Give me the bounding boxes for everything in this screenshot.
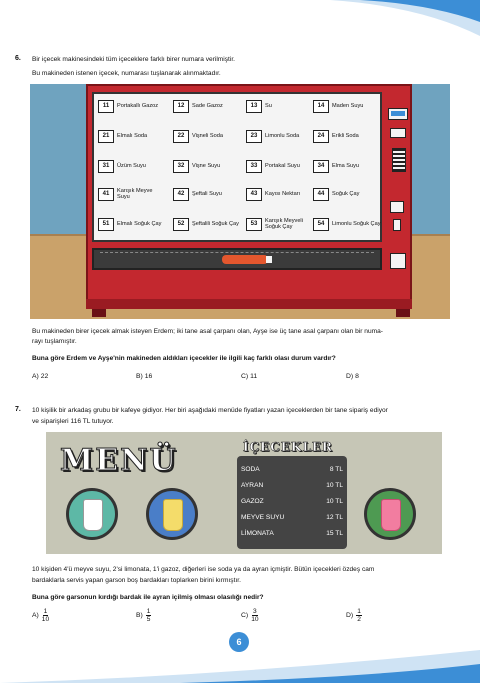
question-6-intro-line1: Bir içecek makinesindeki tüm içeceklere farklı birer numara verilmiştir. <box>32 56 236 63</box>
product-code[interactable]: 41 <box>98 188 114 201</box>
fraction <box>356 608 362 623</box>
question-6-desc-line2: rayı tuşlamıştır. <box>32 338 77 345</box>
drink-name: LİMONATA <box>241 530 274 537</box>
question-6-prompt: Buna göre Erdem ve Ayşe'nin makineden aldıkları içecekler ile ilgili kaç farklı olası durum vardır? <box>32 355 336 362</box>
numerator: 1 <box>146 608 151 615</box>
product-13 <box>246 97 314 115</box>
product-code[interactable]: 13 <box>246 100 262 113</box>
question-7-desc-line1: 10 kişiden 4'ü meyve suyu, 2'si limonata, 1'i gazoz, diğerleri ise soda ya da ayran içmiştir. Bütün içecekleri özdeş cam <box>32 566 375 573</box>
denominator: 10 <box>251 616 259 623</box>
product-name: Karışık Meyve Suyu <box>117 187 153 200</box>
drink-row <box>241 498 343 505</box>
option-letter: A) <box>32 612 39 619</box>
machine-leg-right <box>396 309 410 317</box>
drink-row <box>241 482 343 489</box>
drink-name: SODA <box>241 466 260 473</box>
product-12 <box>173 97 241 115</box>
question-7-intro-line1: 10 kişilik bir arkadaş grubu bir kafeye gidiyor. Her biri aşağıdaki menüde fiyatları yazan içeceklerden bir tane sipariş ediyor <box>32 407 388 414</box>
menu-title: MENÜ <box>60 443 178 478</box>
keypad <box>392 148 406 172</box>
product-23 <box>246 127 314 145</box>
product-name: Elmalı Soda <box>117 132 148 139</box>
page-number: 6 <box>229 632 249 652</box>
q7-option-c[interactable] <box>241 608 259 623</box>
product-code[interactable]: 32 <box>173 160 189 173</box>
corner-decoration-top <box>330 0 480 40</box>
drink-price: 10 TL <box>326 482 343 489</box>
product-name: Su <box>265 102 272 109</box>
product-code[interactable]: 24 <box>313 130 329 143</box>
question-7-prompt: Buna göre garsonun kırdığı bardak ile ayran içilmiş olması olasılığı nedir? <box>32 594 264 601</box>
drink-price: 8 TL <box>329 466 343 473</box>
q7-option-d[interactable] <box>346 608 362 623</box>
product-name: Limonlu Soğuk Çay <box>332 220 381 227</box>
product-code[interactable]: 34 <box>313 160 329 173</box>
denominator: 2 <box>357 616 361 623</box>
question-7-desc-line2: bardaklarla servis yapan garson boş bardakları toplarken birini kırmıştır. <box>32 577 241 584</box>
display-screen <box>388 108 408 120</box>
product-41 <box>98 185 166 203</box>
numerator: 1 <box>357 608 361 615</box>
change-tray <box>390 253 406 269</box>
product-name: Şeftali Suyu <box>192 190 222 197</box>
product-name: Elmalı Soğuk Çay <box>117 220 162 227</box>
option-letter: B) <box>136 612 143 619</box>
product-name: Maden Suyu <box>332 102 364 109</box>
denominator: 10 <box>41 616 50 623</box>
product-grid <box>98 97 381 239</box>
denominator: 5 <box>146 616 151 623</box>
q6-option-d[interactable]: D) 8 <box>346 373 359 380</box>
drinks-title: İÇECEKLER <box>243 440 333 454</box>
question-6-number: 6. <box>15 55 21 62</box>
question-6-desc-line1: Bu makineden birer içecek almak isteyen Erdem; iki tane asal çarpanı olan, Ayşe ise üç tane asal çarpanı olan bir numa- <box>32 328 383 335</box>
drink-price: 10 TL <box>326 498 343 505</box>
drink-name: MEYVE SUYU <box>241 514 285 521</box>
product-code[interactable]: 51 <box>98 218 114 231</box>
bottle-cap <box>266 256 272 263</box>
product-code[interactable]: 52 <box>173 218 189 231</box>
product-name: Şeftalili Soğuk Çay <box>192 220 239 227</box>
product-code[interactable]: 31 <box>98 160 114 173</box>
drink-row <box>241 514 343 521</box>
product-code[interactable]: 21 <box>98 130 114 143</box>
product-51 <box>98 215 166 233</box>
product-name: Vişne Suyu <box>192 162 221 169</box>
bottle-in-tray <box>222 255 268 264</box>
product-54 <box>313 215 381 233</box>
drink-price: 15 TL <box>326 530 343 537</box>
product-code[interactable]: 53 <box>246 218 262 231</box>
product-code[interactable]: 22 <box>173 130 189 143</box>
q7-option-b[interactable] <box>136 608 151 623</box>
drink-price: 12 TL <box>326 514 343 521</box>
fraction <box>251 608 258 623</box>
q7-option-a[interactable] <box>32 608 49 623</box>
juice-glass-icon <box>146 488 198 540</box>
product-24 <box>313 127 381 145</box>
product-42 <box>173 185 241 203</box>
product-name: Portakallı Gazoz <box>117 102 159 109</box>
product-code[interactable]: 12 <box>173 100 189 113</box>
product-code[interactable]: 23 <box>246 130 262 143</box>
vending-machine-base <box>86 299 412 309</box>
product-43 <box>246 185 314 203</box>
drink-name: AYRAN <box>241 482 264 489</box>
numerator: 3 <box>253 608 257 615</box>
product-name: Portakal Suyu <box>265 162 300 169</box>
drink-row <box>241 530 343 537</box>
product-11 <box>98 97 166 115</box>
product-52 <box>173 215 241 233</box>
drink-row <box>241 466 343 473</box>
machine-leg-left <box>92 309 106 317</box>
milk-glass-icon <box>66 488 118 540</box>
fraction <box>42 608 49 623</box>
product-name: Soğuk Çay <box>332 190 360 197</box>
question-6-intro-line2: Bu makineden istenen içecek, numarası tuşlanarak alınmaktadır. <box>32 70 221 77</box>
numerator: 1 <box>43 608 48 615</box>
product-code[interactable]: 42 <box>173 188 189 201</box>
return-lever <box>393 219 401 231</box>
coin-slot <box>390 128 406 138</box>
drink-name: GAZOZ <box>241 498 264 505</box>
product-code[interactable]: 44 <box>313 188 329 201</box>
product-31 <box>98 157 166 175</box>
product-name: Sade Gazoz <box>192 102 223 109</box>
option-letter: C) <box>241 612 249 619</box>
product-44 <box>313 185 381 203</box>
product-53 <box>246 215 314 233</box>
card-reader <box>390 201 404 213</box>
product-code[interactable]: 11 <box>98 100 114 113</box>
product-name: Elma Suyu <box>332 162 360 169</box>
product-code[interactable]: 43 <box>246 188 262 201</box>
question-7-intro-line2: ve siparişleri 116 TL tutuyor. <box>32 418 114 425</box>
product-21 <box>98 127 166 145</box>
product-33 <box>246 157 314 175</box>
product-22 <box>173 127 241 145</box>
option-letter: D) <box>346 612 354 619</box>
product-code[interactable]: 54 <box>313 218 329 231</box>
q6-option-a[interactable]: A) 22 <box>32 373 49 380</box>
product-name: Karışık Meyveli Soğuk Çay <box>265 217 303 230</box>
question-7-number: 7. <box>15 406 21 413</box>
product-32 <box>173 157 241 175</box>
q6-option-b[interactable]: B) 16 <box>136 373 153 380</box>
q6-option-c[interactable]: C) 11 <box>241 373 258 380</box>
product-14 <box>313 97 381 115</box>
product-name: Kayısı Nektarı <box>265 190 301 197</box>
product-name: Üzüm Suyu <box>117 162 146 169</box>
product-name: Erikli Soda <box>332 132 359 139</box>
product-name: Limonlu Soda <box>265 132 300 139</box>
product-code[interactable]: 14 <box>313 100 329 113</box>
fraction <box>146 608 152 623</box>
pink-drink-glass-icon <box>364 488 416 540</box>
product-name: Vişneli Soda <box>192 132 223 139</box>
product-code[interactable]: 33 <box>246 160 262 173</box>
product-34 <box>313 157 381 175</box>
